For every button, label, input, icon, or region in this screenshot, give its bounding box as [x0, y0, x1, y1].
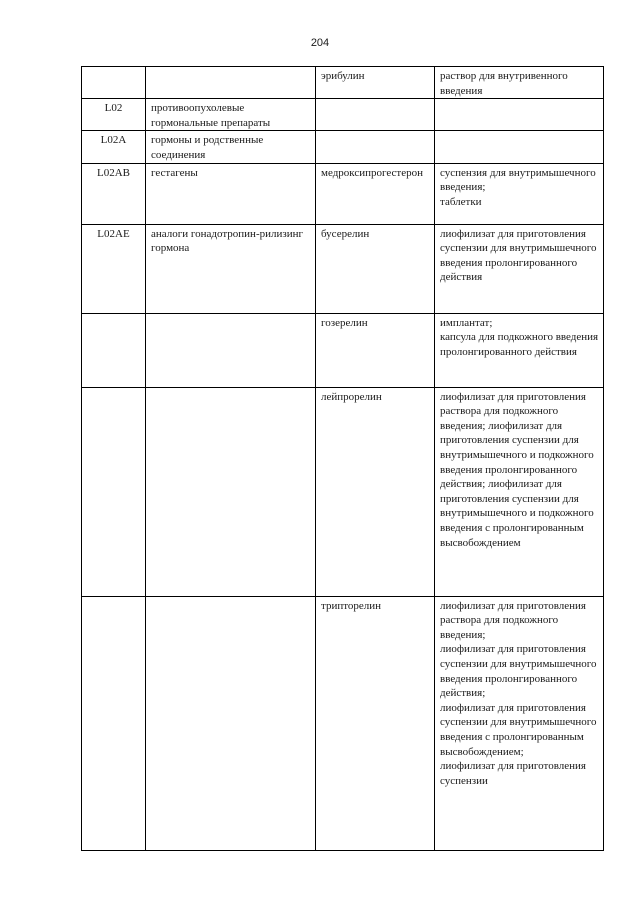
drug-table [81, 66, 604, 851]
atc-code: L02AB [82, 163, 146, 224]
table-row [82, 131, 604, 163]
table-row [82, 163, 604, 224]
dosage-form [435, 99, 604, 131]
table-row [82, 596, 604, 850]
dosage-form-line: лиофилизат для приготовления суспензии [440, 760, 586, 787]
drug-name: медроксипрогестерон [316, 163, 435, 224]
dosage-form [435, 596, 604, 850]
dosage-form [435, 67, 604, 99]
dosage-form-line: имплантат; [440, 316, 493, 329]
table-row [82, 99, 604, 131]
atc-code: L02A [82, 131, 146, 163]
atc-code: L02AE [82, 224, 146, 313]
group-name: аналоги гонадотропин-рилизинг гормона [146, 224, 316, 313]
group-name [146, 596, 316, 850]
drug-name: эрибулин [316, 67, 435, 99]
dosage-form-line: таблетки [440, 195, 482, 208]
drug-name [316, 131, 435, 163]
group-name: гормоны и родственные соединения [146, 131, 316, 163]
dosage-form [435, 387, 604, 596]
group-name: гестагены [146, 163, 316, 224]
dosage-form [435, 313, 604, 387]
drug-name [316, 99, 435, 131]
dosage-form-line: лиофилизат для приготовления суспензии для внутримышечного введения пролонгированного действия; [440, 643, 597, 700]
drug-name: трипторелин [316, 596, 435, 850]
table-row [82, 313, 604, 387]
atc-code [82, 387, 146, 596]
dosage-form [435, 131, 604, 163]
atc-code: L02 [82, 99, 146, 131]
dosage-form-line: капсула для подкожного введения пролонгированного действия [440, 331, 599, 358]
dosage-form-line: лиофилизат для приготовления раствора для подкожного введения; [440, 599, 586, 641]
atc-code [82, 67, 146, 99]
dosage-form-line: лиофилизат для приготовления суспензии для внутримышечного введения с пролонгированным высвобождением; [440, 701, 597, 758]
dosage-form [435, 224, 604, 313]
table-row [82, 67, 604, 99]
group-name [146, 313, 316, 387]
table-row [82, 387, 604, 596]
atc-code [82, 596, 146, 850]
drug-name: бусерелин [316, 224, 435, 313]
group-name: противоопухолевые гормональные препараты [146, 99, 316, 131]
dosage-form-line: раствор для внутривенного введения [440, 70, 568, 97]
table-row [82, 224, 604, 313]
group-name [146, 387, 316, 596]
atc-code [82, 313, 146, 387]
page-number: 204 [310, 37, 330, 49]
dosage-form-line: лиофилизат для приготовления раствора для подкожного введения; лиофилизат для приготовления суспензии для внутримышечного и подкожного введения пролонгированного действия; лиофилизат для приготовления суспензии для внутримышечного и подкожного введения с пролонгированным высвобождением [440, 390, 594, 549]
group-name [146, 67, 316, 99]
dosage-form [435, 163, 604, 224]
dosage-form-line: лиофилизат для приготовления суспензии для внутримышечного введения пролонгированного действия [440, 227, 597, 284]
drug-name: лейпрорелин [316, 387, 435, 596]
dosage-form-line: суспензия для внутримышечного введения; [440, 166, 596, 194]
drug-name: гозерелин [316, 313, 435, 387]
